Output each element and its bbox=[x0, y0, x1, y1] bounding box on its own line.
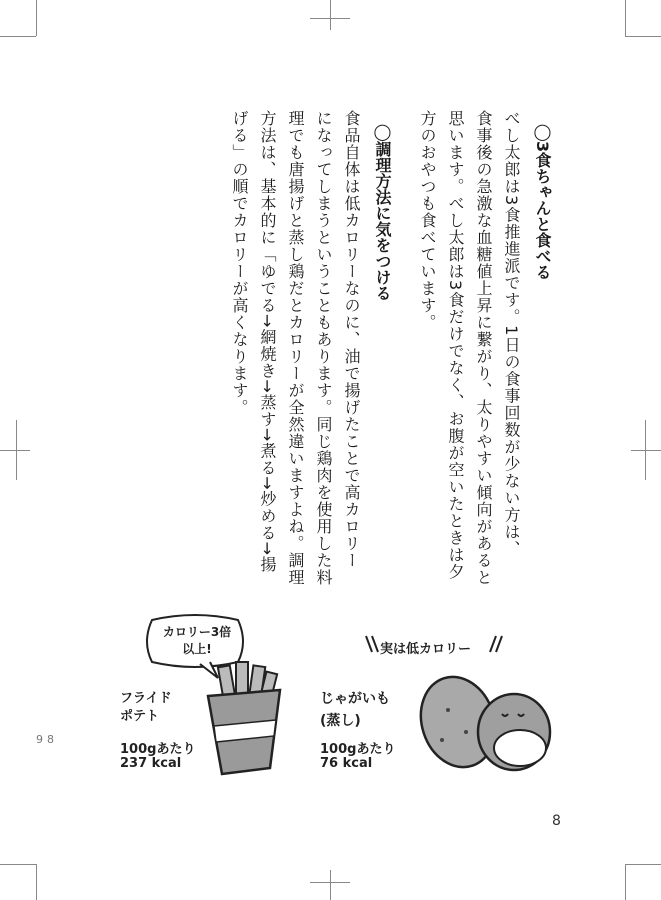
fries-amount: 100gあたり bbox=[120, 742, 196, 757]
fries-bubble-text: カロリー3倍 以上! bbox=[162, 625, 232, 656]
section2-line: げる」の順でカロリーが高くなります。 bbox=[230, 110, 249, 416]
section1-line: 思います。べし太郎は3食だけでなく、お腹が空いたときは夕 bbox=[446, 110, 465, 581]
potato-name: じゃがいも (蒸し) bbox=[320, 691, 390, 729]
section2-heading: ◯調理方法に気をつける bbox=[373, 122, 392, 301]
folio-number: 98 bbox=[36, 733, 58, 746]
crop-mark bbox=[36, 864, 37, 900]
potato-caption: 実は低カロリー bbox=[380, 642, 472, 657]
page-number: 8 bbox=[552, 813, 561, 829]
french-fries-icon bbox=[200, 660, 290, 780]
crop-mark bbox=[330, 0, 331, 30]
fries-name: フライド ポテト bbox=[120, 691, 172, 724]
section1-line: べし太郎は3食推進派です。1日の食事回数が少ない方は、 bbox=[502, 110, 521, 558]
crop-mark bbox=[625, 0, 626, 36]
crop-mark bbox=[631, 450, 661, 451]
section2-line: 方法は、基本的に「ゆでる→網焼き→蒸す→煮る→炒める→揚 bbox=[258, 110, 277, 574]
crop-mark bbox=[645, 420, 646, 480]
section1-line: 食事後の急激な血糖値上昇に繋がり、太りやすい傾向があると bbox=[474, 110, 493, 586]
fries-kcal: 237 kcal bbox=[120, 756, 182, 771]
crop-mark bbox=[625, 864, 661, 865]
crop-mark bbox=[330, 870, 331, 900]
crop-mark bbox=[0, 864, 36, 865]
crop-mark bbox=[16, 420, 17, 480]
section1-line: 方のおやつも食べています。 bbox=[418, 110, 437, 331]
crop-mark bbox=[310, 18, 350, 19]
crop-mark bbox=[0, 450, 30, 451]
section2-line: になってしまうということもあります。同じ鶏肉を使用した料 bbox=[314, 110, 333, 586]
potato-icon bbox=[410, 670, 560, 780]
crop-mark bbox=[310, 882, 350, 883]
potato-amount: 100gあたり bbox=[320, 742, 396, 757]
emphasis-lines-icon bbox=[362, 632, 512, 656]
section2-line: 理でも唐揚げと蒸し鶏だとカロリーが全然違いますよね。調理 bbox=[286, 110, 305, 586]
crop-mark bbox=[625, 864, 626, 900]
section2-line: 食品自体は低カロリーなのに、油で揚げたことで高カロリー bbox=[342, 110, 361, 569]
potato-kcal: 76 kcal bbox=[320, 756, 373, 771]
section1-heading: ◯3食ちゃんと食べる bbox=[533, 122, 552, 281]
crop-mark bbox=[0, 36, 36, 37]
crop-mark bbox=[625, 36, 661, 37]
crop-mark bbox=[36, 0, 37, 36]
